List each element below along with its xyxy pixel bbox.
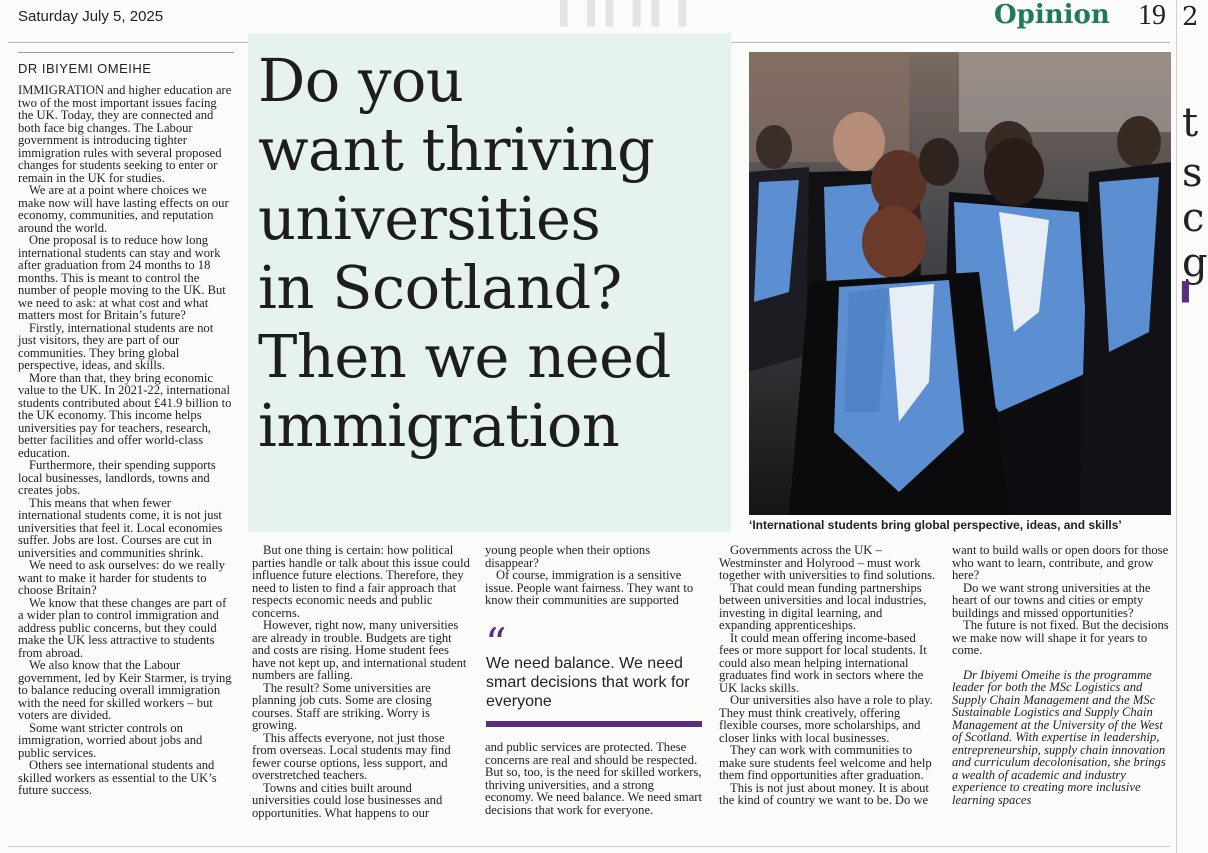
paragraph: We need to ask ourselves: do we really want to make it harder for students to choose Britain? — [18, 558, 225, 597]
article-column-3-top — [485, 544, 703, 607]
paragraph: This affects everyone, not just those from overseas. Local students may find fewer course options, less support, and overstretched teachers. — [252, 730, 451, 782]
paragraph: More than that, they bring economic value to the UK. In 2021-22, international students contributed about £41.9 billion to the UK economy. This income helps universities pay for teachers, research, better facilities and offer world-class education. — [18, 370, 232, 460]
paragraph: Towns and cities built around universities could lose businesses and opportunities. What happens to our — [252, 780, 443, 820]
paragraph: It could mean offering income-based fees or more support for local students. It could also mean helping international graduates find work in sectors where the UK lacks skills. — [719, 630, 927, 695]
quote-mark-icon: “ — [485, 619, 507, 668]
section-title: Opinion — [994, 0, 1110, 30]
paragraph: Our universities also have a role to play. They must think creatively, offering flexible courses, more scholarships, and closer links with local businesses. — [719, 693, 933, 745]
paragraph: This means that when fewer international students come, it is not just universities that feel it. Local economies suffer. Jobs are lost. Courses are cut in universities and communities shrink. — [18, 495, 223, 560]
paragraph: want to build walls or open doors for those who want to learn, contribute, and grow here? — [952, 543, 1169, 582]
paragraph: The result? Some universities are planning job cuts. Some are closing courses. Staff are striking. Worry is growing. — [252, 680, 432, 732]
bleed-through-text: ▌ ▌▌ ▌▌ ▌ — [560, 0, 698, 25]
paragraph: One proposal is to reduce how long international students can stay and work after graduation from 24 months to 18 months. This is meant to control the number of people moving to the UK. But we need to ask: at what cost and what matters most for Britain’s future? — [18, 233, 226, 322]
paragraph: young people when their options disappear? — [485, 543, 651, 570]
article-column-3-bottom — [485, 741, 703, 816]
graduates-photo-illustration — [749, 52, 1171, 515]
paragraph: That could mean funding partnerships between universities and local industries, investing in digital learning, and expanding apprenticeships. — [719, 580, 927, 632]
article-column-4 — [719, 544, 937, 807]
paragraph: IMMIGRATION and higher education are two of the most important issues facing the UK. Today, they are connected and both face big changes. The Labour government is introducing tighter immigration rules with several proposed changes for students seeking to enter or remain in the UK for studies. — [18, 83, 232, 185]
page-number: 19 — [1138, 0, 1166, 31]
article-column-2 — [252, 544, 471, 819]
paragraph: Governments across the UK – Westminster and Holyrood – must work together with universities to find solutions. — [719, 543, 936, 582]
article-column-5 — [952, 544, 1170, 806]
photo-caption: ‘International students bring global perspective, ideas, and skills’ — [749, 518, 1122, 532]
headline-line: Do you — [258, 46, 464, 115]
headline-line: in Scotland? — [258, 253, 622, 322]
paragraph: But one thing is certain: how political parties handle or talk about this issue could influence future elections. Therefore, they need to listen to find a fair approach that respects economic needs and public concerns. — [252, 543, 470, 620]
pull-quote: We need balance. We need smart decisions that work for everyone — [486, 655, 690, 710]
headline-line: want thriving — [258, 115, 655, 184]
paragraph: We know that these changes are part of a wider plan to control immigration and address public concerns, but they could make the UK less attractive to students from abroad. — [18, 595, 227, 660]
page-gutter-divider — [1176, 0, 1177, 853]
headline-line: immigration — [258, 391, 620, 460]
paragraph: They can work with communities to make sure students feel welcome and help them find opportunities after graduation. — [719, 743, 932, 782]
article-column-1 — [18, 84, 234, 797]
paragraph: This is not just about money. It is about the kind of country we want to be. Do we — [719, 780, 929, 807]
pull-quote-rule — [486, 721, 702, 727]
headline — [258, 46, 730, 460]
byline-rule — [18, 52, 234, 53]
headline-line: universities — [258, 184, 601, 253]
author-bio: Dr Ibiyemi Omeihe is the programme leader for both the MSc Logistics and Supply Chain Management and the MSc Sustainable Logistics and Supply Chain Management at the University of the West of Scotland. With expertise in leadership, entrepreneurship, supply chain innovation and curriculum decolonisation, she brings a wealth of academic and industry experience to creating more inclusive learning spaces — [952, 667, 1166, 807]
paragraph: We also know that the Labour government, led by Keir Starmer, is trying to balance reducing overall immigration with the need for skilled workers – but voters are divided. — [18, 658, 232, 722]
byline: DR IBIYEMI OMEIHE — [18, 61, 152, 76]
paragraph: Furthermore, their spending supports local businesses, landlords, towns and creates jobs. — [18, 458, 216, 497]
paragraph: We are at a point where choices we make now will have lasting effects on our economy, communities, and reputation around the world. — [18, 183, 229, 235]
paragraph: Some want stricter controls on immigration, worried about jobs and public services. — [18, 720, 203, 760]
paragraph: However, right now, many universities are already in trouble. Budgets are tight and costs are rising. Home student fees have not kept up, and international student numbers are falling. — [252, 618, 467, 682]
paragraph: Do we want strong universities at the heart of our towns and cities or empty buildings and missed opportunities? — [952, 580, 1151, 620]
paragraph: The future is not fixed. But the decisions we make now will shape it for years to come. — [952, 618, 1169, 657]
paragraph: Others see international students and skilled workers as essential to the UK’s future success. — [18, 758, 217, 797]
headline-line: Then we need — [258, 322, 671, 391]
paragraph: Of course, immigration is a sensitive issue. People want fairness. They want to know their communities are supported — [485, 568, 694, 607]
footer-rule — [8, 846, 1170, 847]
adjacent-page-edge: 2 t s c g ▌ — [1182, 2, 1208, 303]
paragraph: Firstly, international students are not just visitors, they are part of our communities. They bring global perspective, ideas, and skills. — [18, 320, 214, 372]
graduates-photo — [749, 52, 1171, 515]
publication-date: Saturday July 5, 2025 — [18, 8, 164, 25]
paragraph: and public services are protected. These concerns are real and should be respected. But so, too, is the need for skilled workers, thriving universities, and a strong economy. We need balance. We need smart decisions that work for everyone. — [485, 740, 702, 817]
